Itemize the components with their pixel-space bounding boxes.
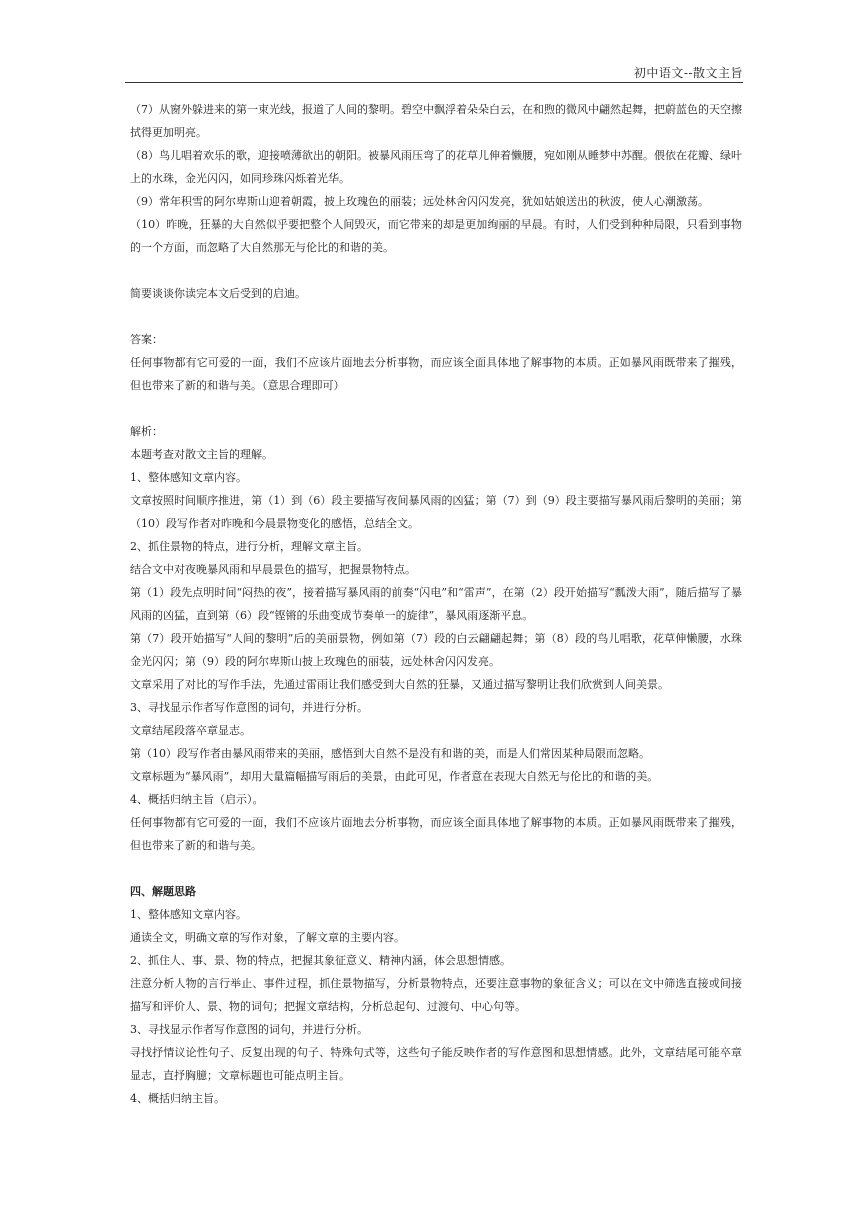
answer-label: 答案： — [130, 333, 163, 346]
section-heading: 四、解题思路 — [130, 885, 196, 898]
question-text: 简要谈谈你读完本文后受到的启迪。 — [130, 287, 306, 300]
analysis-line: 结合文中对夜晚暴风雨和早晨景色的描写，把握景物特点。 — [130, 563, 416, 576]
section-line: 注意分析人物的言行举止、事件过程，抓住景物描写，分析景物特点，还要注意事物的象征含义；可以在文中筛选直接或间接描写和评价人、景、物的词句；把握文章结构，分析总起句、过渡句、中心句等。 — [130, 977, 742, 1013]
paragraph-9: （9）常年积雪的阿尔卑斯山迎着朝霞，披上玫瑰色的丽装；远处林舍闪闪发亮，犹如姑娘送出的秋波，使人心潮激荡。 — [130, 195, 709, 208]
analysis-line: 任何事物都有它可爱的一面，我们不应该片面地去分析事物，而应该全面具体地了解事物的本质。正如暴风雨既带来了摧残，但也带来了新的和谐与美。 — [130, 816, 742, 852]
section-line: 寻找抒情议论性句子、反复出现的句子、特殊句式等，这些句子能反映作者的写作意图和思想情感。此外，文章结尾可能卒章显志，直抒胸臆；文章标题也可能点明主旨。 — [130, 1046, 742, 1082]
answer-text: 任何事物都有它可爱的一面，我们不应该片面地去分析事物，而应该全面具体地了解事物的本质。正如暴风雨既带来了摧残，但也带来了新的和谐与美。（意思合理即可） — [130, 356, 742, 392]
header-title: 初中语文--散文主旨 — [633, 66, 743, 80]
analysis-line: 3、寻找显示作者写作意图的词句，并进行分析。 — [130, 701, 368, 714]
page-header — [125, 62, 743, 83]
analysis-label: 解析： — [130, 425, 163, 438]
spacer — [130, 259, 742, 282]
spacer — [130, 857, 742, 880]
section-line: 4、概括归纳主旨。 — [130, 1092, 225, 1105]
analysis-line: 2、抓住景物的特点，进行分析，理解文章主旨。 — [130, 540, 368, 553]
section-line: 1、整体感知文章内容。 — [130, 908, 247, 921]
analysis-line: 4、概括归纳主旨（启示）。 — [130, 793, 264, 806]
analysis-line: 文章标题为“暴风雨”，却用大量篇幅描写雨后的美景，由此可见，作者意在表现大自然无与伦比的和谐的美。 — [130, 770, 659, 783]
analysis-line: 第（10）段写作者由暴风雨带来的美丽，感悟到大自然不是没有和谐的美，而是人们常因某种局限而忽略。 — [130, 747, 650, 760]
analysis-line: 文章采用了对比的写作手法，先通过雷雨让我们感受到大自然的狂暴，又通过描写黎明让我们欣赏到人间美景。 — [130, 678, 669, 691]
analysis-line: 文章结尾段落卒章显志。 — [130, 724, 251, 737]
section-line: 3、寻找显示作者写作意图的词句，并进行分析。 — [130, 1023, 368, 1036]
document-body — [130, 98, 742, 1110]
paragraph-10: （10）昨晚，狂暴的大自然似乎要把整个人间毁灭，而它带来的却是更加绚丽的早晨。有时，人们受到种种局限，只看到事物的一个方面，而忽略了大自然那无与伦比的和谐的美。 — [130, 218, 742, 254]
analysis-line: 1、整体感知文章内容。 — [130, 471, 247, 484]
section-line: 通读全文，明确文章的写作对象，了解文章的主要内容。 — [130, 931, 405, 944]
paragraph-8: （8）鸟儿唱着欢乐的歌，迎接喷薄欲出的朝阳。被暴风雨压弯了的花草儿伸着懒腰，宛如刚从睡梦中苏醒。偎依在花瓣、绿叶上的水珠，金光闪闪，如同珍珠闪烁着光华。 — [130, 149, 742, 185]
analysis-line: 第（7）段开始描写“人间的黎明”后的美丽景物，例如第（7）段的白云翩翩起舞；第（8）段的鸟儿唱歌，花草伸懒腰，水珠金光闪闪；第（9）段的阿尔卑斯山披上玫瑰色的丽装，远处林舍闪闪发亮。 — [130, 632, 742, 668]
section-line: 2、抓住人、事、景、物的特点，把握其象征意义、精神内涵，体会思想情感。 — [130, 954, 511, 967]
paragraph-7: （7）从窗外躲进来的第一束光线，报道了人间的黎明。碧空中飘浮着朵朵白云，在和煦的微风中翩然起舞，把蔚蓝色的天空擦拭得更加明亮。 — [130, 103, 742, 139]
spacer — [130, 397, 742, 420]
analysis-line: 本题考查对散文主旨的理解。 — [130, 448, 273, 461]
analysis-line: 文章按照时间顺序推进，第（1）到（6）段主要描写夜间暴风雨的凶猛；第（7）到（9）段主要描写暴风雨后黎明的美丽；第（10）段写作者对昨晚和今晨景物变化的感悟，总结全文。 — [130, 494, 742, 530]
analysis-line: 第（1）段先点明时间“闷热的夜”，接着描写暴风雨的前奏“闪电”和“雷声”，在第（2）段开始描写“瓢泼大雨”，随后描写了暴风雨的凶猛，直到第（6）段“铿锵的乐曲变成节奏单一的旋律”，暴风雨逐渐平息。 — [130, 586, 742, 622]
spacer — [130, 305, 742, 328]
